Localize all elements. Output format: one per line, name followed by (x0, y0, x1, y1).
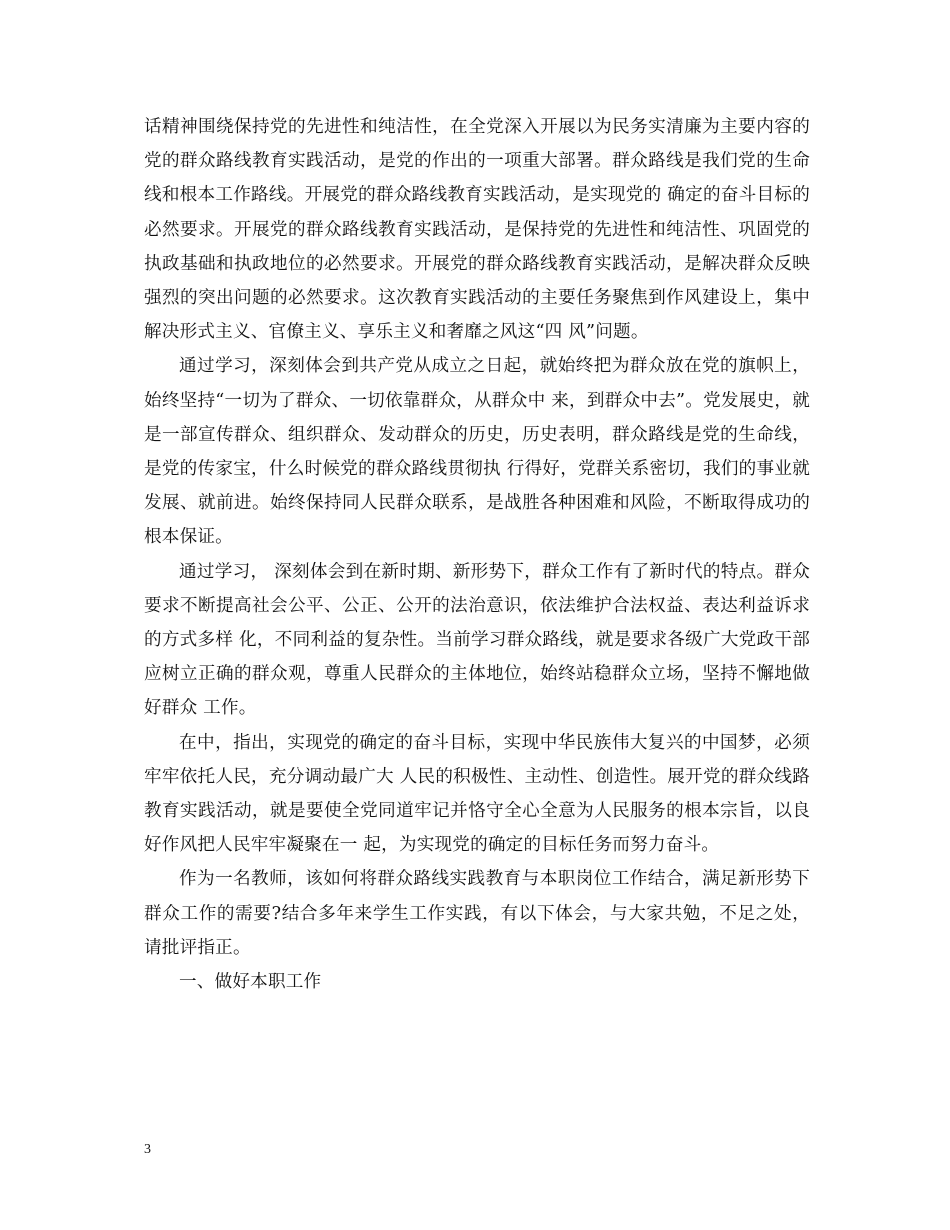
section-heading: 一、做好本职工作 (179, 972, 322, 993)
page-number: 3 (144, 1142, 151, 1157)
paragraph-2: 通过学习，深刻体会到共产党从成立之日起，就始终把为群众放在党的旗帜上，始终坚持“一切为了群众、一切依靠群众，从群众中 来，到群众中去”。党发展史，就是一部宣传群众、组织群众、发动群众的历史，历史表明，群众路线是党的生命线，是党的传家宝，什么时候党的群众路线贯彻执 行得好，党群关系密切，我们的事业就发展、就前进。始终保持同人民群众联系，是战胜各种困难和风险，不断取得成功的根本保证。 (144, 356, 810, 548)
paragraph-5: 作为一名教师，该如何将群众路线实践教育与本职岗位工作结合，满足新形势下群众工作的需要?结合多年来学生工作实践，有以下体会，与大家共勉，不足之处，请批评指正。 (144, 869, 810, 958)
document-body (144, 110, 816, 999)
paragraph-4: 在中，指出，实现党的确定的奋斗目标，实现中华民族伟大复兴的中国梦，必须牢牢依托人民，充分调动最广大 人民的积极性、主动性、创造性。展开党的群众线路教育实践活动，就是要使全党同道牢记并恪守全心全意为人民服务的根本宗旨，以良好作风把人民牢牢凝聚在一 起，为实现党的确定的目标任务而努力奋斗。 (144, 732, 810, 856)
paragraph-1: 话精神围绕保持党的先进性和纯洁性，在全党深入开展以为民务实清廉为主要内容的 党的群众路线教育实践活动，是党的作出的一项重大部署。群众路线是我们党的生命线和根本工作路线。开展党的群众路线教育实践活动，是实现党的 确定的奋斗目标的必然要求。开展党的群众路线教育实践活动，是保持党的先进性和纯洁性、巩固党的执政基础和执政地位的必然要求。开展党的群众路线教育实践活动，是解决群众反映强烈的突出问题的必然要求。这次教育实践活动的主要任务聚焦到作风建设上，集中解决形式主义、官僚主义、享乐主义和奢靡之风这“四 风”问题。 (144, 117, 816, 343)
paragraph-3: 通过学习， 深刻体会到在新时期、新形势下，群众工作有了新时代的特点。群众要求不断提高社会公平、公正、公开的法治意识，依法维护合法权益、表达利益诉求的方式多样 化，不同利益的复杂性。当前学习群众路线，就是要求各级广大党政干部应树立正确的群众观，尊重人民群众的主体地位，始终站稳群众立场，坚持不懈地做好群众 工作。 (144, 561, 810, 719)
